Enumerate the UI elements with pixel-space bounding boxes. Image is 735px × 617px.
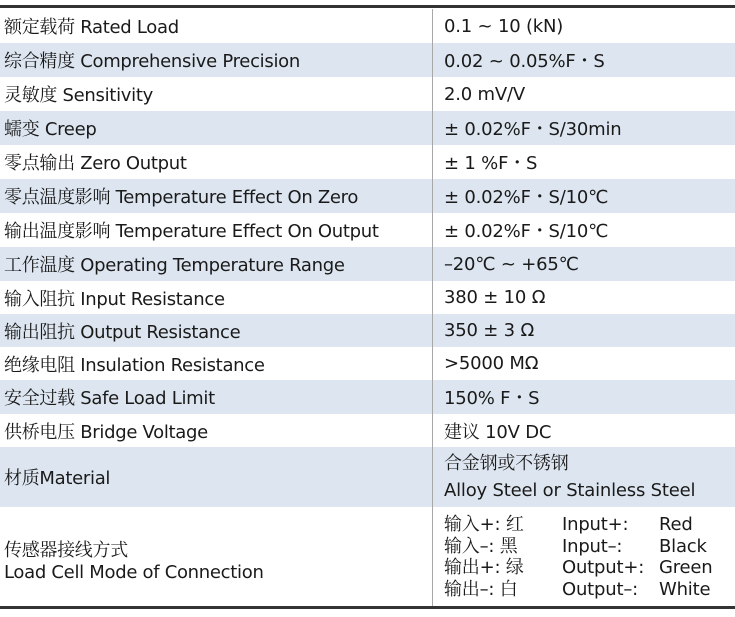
spec-label: 输出温度影响 Temperature Effect On Output (4, 221, 379, 242)
wire-color: Red (659, 514, 693, 535)
spec-table (0, 9, 735, 607)
spec-row-temp-effect-output (0, 213, 735, 247)
spec-value (433, 447, 735, 507)
spec-value: 建议 10V DC (444, 421, 552, 443)
spec-row-safe-load (0, 380, 735, 414)
spec-value: ± 1 %F・S (444, 153, 538, 174)
spec-label: 零点温度影响 Temperature Effect On Zero (4, 187, 359, 208)
wire-color: Green (659, 557, 713, 578)
spec-label: 输出阻抗 Output Resistance (4, 321, 241, 343)
spec-row-bridge-voltage (0, 414, 735, 447)
wire-en: Output–: (562, 578, 638, 600)
wire-cn: 输出+: 绿 (444, 557, 524, 578)
wire-cn: 输出–: 白 (444, 578, 518, 600)
spec-label: 材质Material (4, 468, 111, 489)
wire-color: Black (659, 535, 707, 557)
spec-value: 150% F・S (444, 388, 540, 409)
connection-label-cn: 传感器接线方式 (4, 540, 128, 561)
spec-value: 380 ± 10 Ω (444, 287, 546, 308)
spec-row-rated-load (0, 9, 735, 43)
spec-label: 供桥电压 Bridge Voltage (4, 421, 208, 443)
wire-en: Input–: (562, 535, 623, 557)
material-value-en: Alloy Steel or Stainless Steel (444, 480, 696, 501)
wire-en: Input+: (562, 514, 629, 535)
wire-cn: 输入+: 红 (444, 514, 524, 535)
spec-value: 0.1 ~ 10 (kN) (444, 15, 564, 37)
spec-label: 绝缘电阻 Insulation Resistance (4, 354, 265, 376)
spec-value: 0.02 ~ 0.05%F・S (444, 51, 605, 72)
spec-label: 灵敏度 Sensitivity (4, 85, 153, 106)
spec-row-input-resistance (0, 281, 735, 314)
spec-value: ± 0.02%F・S/30min (444, 119, 622, 140)
spec-label: 额定载荷 Rated Load (4, 17, 179, 38)
spec-label: 蠕变 Creep (4, 119, 97, 140)
spec-row-output-resistance (0, 314, 735, 347)
wire-cn: 输入–: 黑 (444, 535, 518, 557)
spec-value: –20℃ ~ +65℃ (444, 253, 579, 275)
spec-value: ± 0.02%F・S/10℃ (444, 187, 609, 208)
spec-row-sensitivity (0, 77, 735, 111)
spec-row-material (0, 447, 735, 507)
spec-row-creep (0, 111, 735, 145)
material-value-cn: 合金钢或不锈钢 (444, 453, 569, 474)
spec-value: ± 0.02%F・S/10℃ (444, 221, 609, 242)
spec-label: 工作温度 Operating Temperature Range (4, 255, 345, 276)
spec-row-connection (0, 507, 735, 607)
spec-label: 综合精度 Comprehensive Precision (4, 51, 300, 72)
bottom-rule (0, 606, 735, 609)
spec-value: 2.0 mV/V (444, 83, 525, 105)
spec-row-temp-effect-zero (0, 179, 735, 213)
spec-row-insulation-resistance (0, 347, 735, 380)
spec-value: >5000 MΩ (444, 353, 539, 374)
spec-label (0, 507, 432, 607)
connection-label-en: Load Cell Mode of Connection (4, 562, 264, 583)
spec-label: 零点输出 Zero Output (4, 153, 187, 174)
wire-color-list (444, 514, 719, 600)
spec-label: 安全过载 Safe Load Limit (4, 388, 215, 409)
spec-value: 350 ± 3 Ω (444, 320, 535, 341)
spec-row-precision (0, 43, 735, 77)
spec-row-zero-output (0, 145, 735, 179)
top-rule (0, 5, 735, 8)
spec-value (433, 507, 735, 607)
wire-en: Output+: (562, 557, 645, 578)
wire-color: White (659, 578, 711, 600)
spec-label: 输入阻抗 Input Resistance (4, 288, 225, 310)
spec-row-operating-temp (0, 247, 735, 281)
